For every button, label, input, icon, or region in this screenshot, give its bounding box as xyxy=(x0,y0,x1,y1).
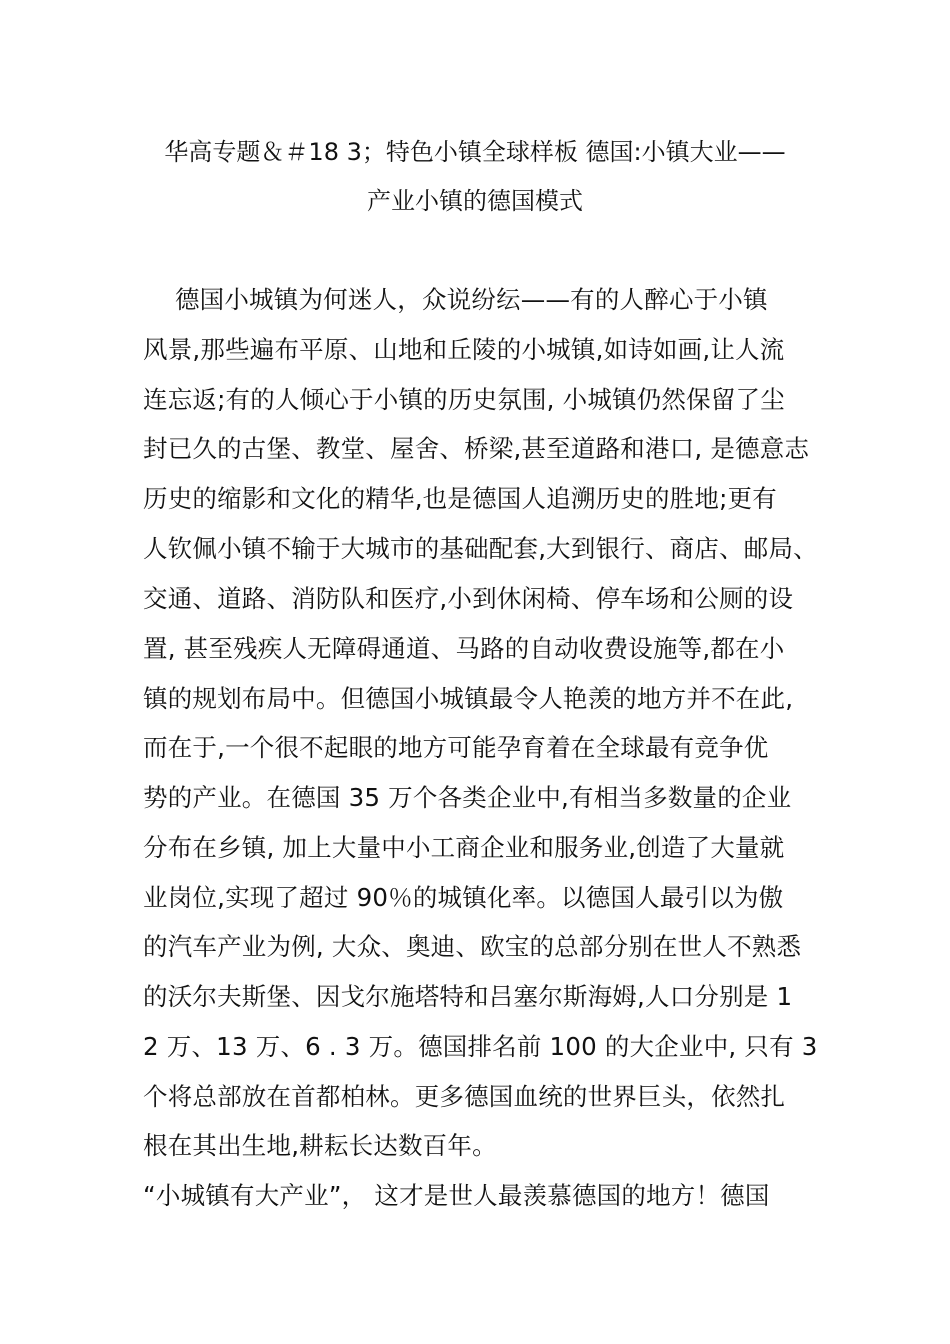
paragraph-line: 风景,那些遍布平原、山地和丘陵的小城镇,如诗如画,让人流 xyxy=(143,335,785,364)
paragraph-line: 人钦佩小镇不输于大城市的基础配套,大到银行、商店、邮局、 xyxy=(143,534,818,563)
paragraph-line: 历史的缩影和文化的精华,也是德国人追溯历史的胜地;更有 xyxy=(143,484,777,513)
paragraph-line: 分布在乡镇, 加上大量中小工商企业和服务业,创造了大量就 xyxy=(143,833,785,862)
paragraph-line: 交通、道路、消防队和医疗,小到休闲椅、停车场和公厕的设 xyxy=(143,584,794,613)
document-title-line-1: 华高专题＆＃18 3；特色小镇全球样板 德国:小镇大业—— xyxy=(164,138,786,166)
paragraph-line: 的汽车产业为例, 大众、奥迪、欧宝的总部分别在世人不熟悉 xyxy=(143,932,802,961)
paragraph-line: 镇的规划布局中。但德国小城镇最令人艳羡的地方并不在此, xyxy=(143,684,794,713)
document-title-line-2: 产业小镇的德国模式 xyxy=(367,187,583,215)
paragraph-line: 个将总部放在首都柏林。更多德国血统的世界巨头，依然扎 xyxy=(143,1082,786,1111)
paragraph-line: 德国小城镇为何迷人，众说纷纭——有的人醉心于小镇 xyxy=(143,285,768,314)
paragraph-line: 2 万、13 万、6 . 3 万。德国排名前 100 的大企业中, 只有 3 xyxy=(143,1032,818,1061)
paragraph-line: “小城镇有大产业”， 这才是世人最羡慕德国的地方！德国 xyxy=(143,1181,770,1210)
paragraph-line: 根在其出生地,耕耘长达数百年。 xyxy=(143,1131,497,1160)
paragraph-line: 的沃尔夫斯堡、因戈尔施塔特和吕塞尔斯海姆,人口分别是 1 xyxy=(143,982,793,1011)
paragraph-line: 业岗位,实现了超过 90％的城镇化率。以德国人最引以为傲 xyxy=(143,883,784,912)
paragraph-line: 势的产业。在德国 35 万个各类企业中,有相当多数量的企业 xyxy=(143,783,792,812)
paragraph-line: 封已久的古堡、教堂、屋舍、桥梁,甚至道路和港口, 是德意志 xyxy=(143,434,810,463)
paragraph-line: 连忘返;有的人倾心于小镇的历史氛围, 小城镇仍然保留了尘 xyxy=(143,385,785,414)
paragraph-line: 置, 甚至残疾人无障碍通道、马路的自动收费设施等,都在小 xyxy=(143,634,785,663)
paragraph-line: 而在于,一个很不起眼的地方可能孕育着在全球最有竞争优 xyxy=(143,733,769,762)
